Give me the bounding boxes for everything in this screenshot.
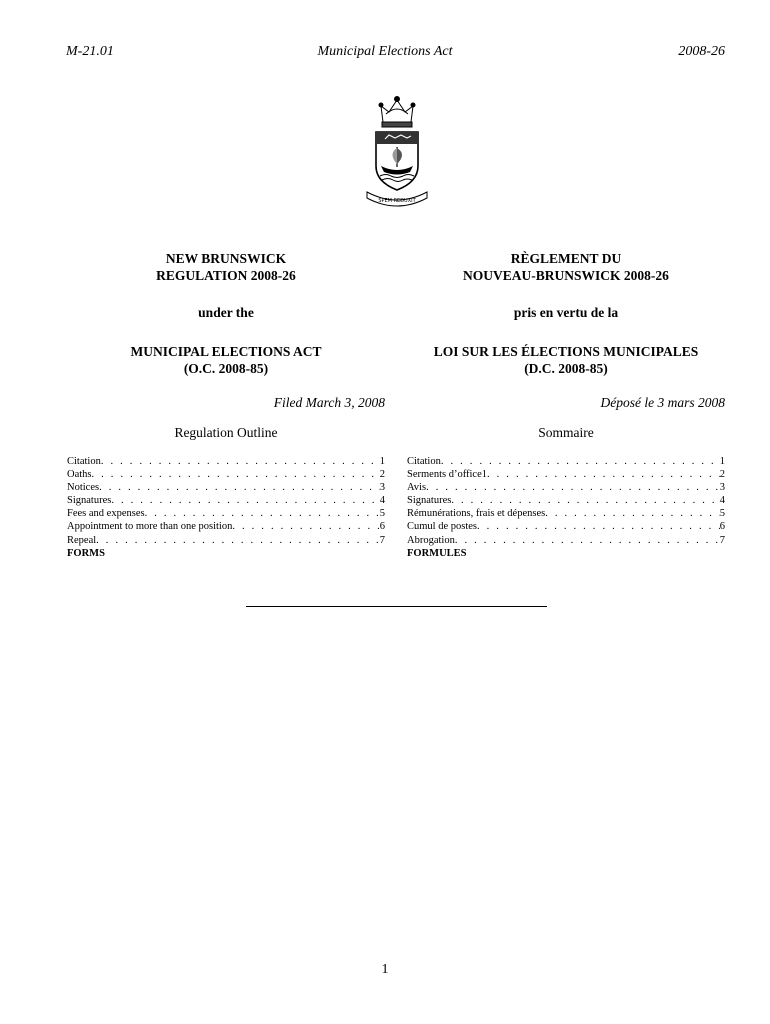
english-column bbox=[67, 250, 385, 560]
coat-of-arms-icon bbox=[361, 92, 433, 210]
toc-number: 2 bbox=[719, 469, 725, 481]
under-the-label: under the bbox=[198, 305, 254, 320]
toc-number: 7 bbox=[719, 534, 725, 546]
toc-number: 7 bbox=[379, 534, 385, 546]
toc-number: 5 bbox=[719, 508, 725, 520]
title-line-1: NEW BRUNSWICK bbox=[165, 251, 287, 266]
toc-label: Fees and expenses bbox=[67, 508, 145, 520]
toc-number: 4 bbox=[379, 495, 385, 507]
toc-label: Signatures bbox=[407, 495, 452, 507]
toc-label: Oaths bbox=[67, 469, 92, 481]
toc-label: Citation bbox=[67, 456, 101, 467]
toc-number: 4 bbox=[719, 495, 725, 507]
toc-item-abrogation[interactable] bbox=[407, 534, 725, 547]
toc-number: 5 bbox=[379, 508, 385, 520]
toc-item-fees[interactable] bbox=[67, 507, 385, 520]
toc-number: 1 bbox=[379, 456, 385, 467]
toc-item-serments[interactable] bbox=[407, 468, 725, 481]
title-line-1: RÈGLEMENT DU bbox=[510, 251, 622, 266]
regulation-title-en bbox=[67, 250, 385, 284]
toc-label: Notices bbox=[67, 482, 100, 494]
regulation-title-fr bbox=[407, 250, 725, 284]
toc-label: Signatures bbox=[67, 495, 112, 507]
toc-item-signatures[interactable] bbox=[407, 494, 725, 507]
outline-heading-en: Regulation Outline bbox=[174, 425, 278, 440]
toc-item-repeal[interactable] bbox=[67, 534, 385, 547]
toc-label: Cumul de postes bbox=[407, 521, 477, 533]
running-header-regulation-number: 2008-26 bbox=[678, 44, 725, 59]
toc-item-citation[interactable] bbox=[407, 455, 725, 468]
table-of-contents-fr bbox=[407, 455, 725, 560]
french-column bbox=[407, 250, 725, 560]
toc-item-cumul[interactable] bbox=[407, 520, 725, 533]
toc-item-citation[interactable] bbox=[67, 455, 385, 468]
svg-text:SPEM REDUXIT: SPEM REDUXIT bbox=[378, 198, 416, 204]
act-name-fr bbox=[407, 343, 725, 377]
under-the-label: pris en vertu de la bbox=[513, 305, 619, 320]
outline-heading-fr: Sommaire bbox=[538, 425, 594, 440]
toc-item-avis[interactable] bbox=[407, 481, 725, 494]
toc-item-notices[interactable] bbox=[67, 481, 385, 494]
toc-label: Abrogation bbox=[407, 534, 455, 546]
act-line-2: (D.C. 2008-85) bbox=[524, 361, 608, 376]
toc-number: 3 bbox=[719, 482, 725, 494]
toc-item-oaths[interactable] bbox=[67, 468, 385, 481]
title-line-2: NOUVEAU-BRUNSWICK 2008-26 bbox=[463, 268, 669, 283]
toc-item-remunerations[interactable] bbox=[407, 507, 725, 520]
act-name-en bbox=[67, 343, 385, 377]
act-line-2: (O.C. 2008-85) bbox=[183, 361, 269, 376]
toc-number: 2 bbox=[379, 469, 385, 481]
filed-date-fr: Déposé le 3 mars 2008 bbox=[600, 395, 725, 410]
act-line-1: MUNICIPAL ELECTIONS ACT bbox=[130, 344, 322, 359]
toc-item-appointment[interactable] bbox=[67, 520, 385, 533]
filed-date-en: Filed March 3, 2008 bbox=[273, 395, 385, 410]
toc-forms[interactable]: FORMS bbox=[67, 547, 105, 559]
toc-label: Citation bbox=[407, 456, 441, 467]
section-divider bbox=[246, 606, 547, 607]
toc-item-signatures[interactable] bbox=[67, 494, 385, 507]
running-header-chapter: M-21.01 bbox=[66, 44, 114, 59]
toc-number: 1 bbox=[719, 456, 725, 467]
toc-label: Repeal bbox=[67, 534, 97, 546]
table-of-contents-en bbox=[67, 455, 385, 560]
toc-forms[interactable]: FORMULES bbox=[407, 547, 467, 559]
toc-label: Avis bbox=[407, 482, 427, 494]
toc-number: 6 bbox=[719, 521, 725, 533]
toc-label: Rémunérations, frais et dépenses bbox=[407, 508, 546, 520]
toc-label: Appointment to more than one position bbox=[67, 521, 233, 533]
toc-label: Serments d’office1 bbox=[407, 469, 487, 481]
running-header-act-title: Municipal Elections Act bbox=[317, 44, 453, 59]
title-line-2: REGULATION 2008-26 bbox=[156, 268, 296, 283]
act-line-1: LOI SUR LES ÉLECTIONS MUNICIPALES bbox=[433, 344, 699, 359]
toc-number: 6 bbox=[379, 521, 385, 533]
toc-number: 3 bbox=[379, 482, 385, 494]
page-number: 1 bbox=[381, 962, 389, 977]
